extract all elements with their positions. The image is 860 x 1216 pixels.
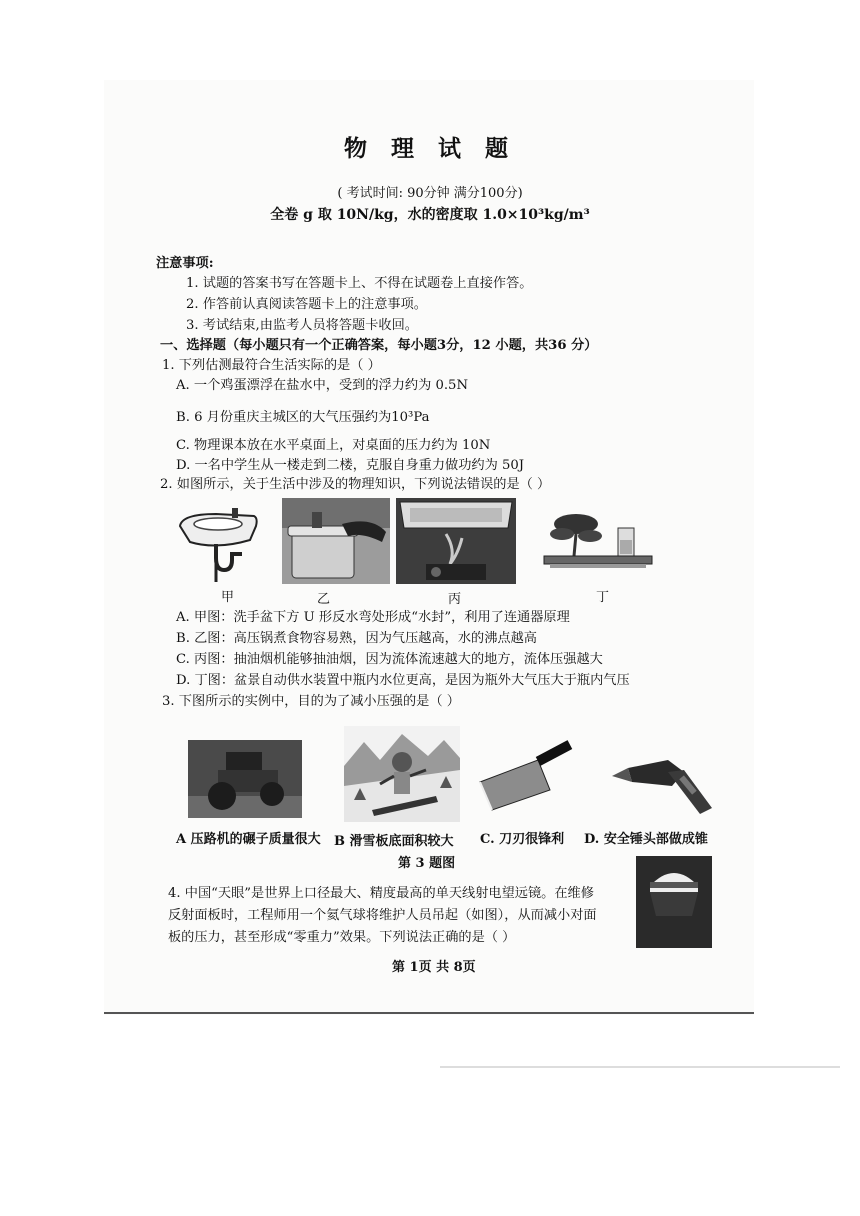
question-1-option-d: D. 一名中学生从一楼走到二楼，克服自身重力做功约为 50J — [176, 458, 525, 473]
note-item: 1. 试题的答案书写在答题卡上、不得在试题卷上直接作答。 — [186, 276, 533, 291]
question-4-line: 板的压力，甚至形成“零重力”效果。下列说法正确的是（ ） — [168, 930, 516, 945]
question-1-option-a: A. 一个鸡蛋漂浮在盐水中，受到的浮力约为 0.5N — [176, 378, 468, 393]
question-3-stem: 3. 下图所示的实例中，目的为了减小压强的是（ ） — [162, 694, 460, 709]
constants-line: 全卷 g 取 10N/kg，水的密度取 1.0×10³kg/m³ — [270, 207, 590, 223]
exam-time-line: ( 考试时间: 90分钟 满分100分) — [337, 186, 523, 201]
note-item: 2. 作答前认真阅读答题卡上的注意事项。 — [186, 297, 427, 312]
pressure-cooker-figure — [282, 498, 390, 584]
figure-label: 甲 — [221, 590, 235, 605]
safety-hammer-figure — [608, 742, 714, 822]
page-bottom-edge — [104, 1012, 754, 1014]
page-footer: 第 1页 共 8页 — [392, 960, 476, 975]
section-heading: 一、选择题（每小题只有一个正确答案，每小题3分，12 小题，共36 分） — [160, 338, 598, 353]
range-hood-figure — [396, 498, 516, 584]
figure-label: 丁 — [596, 590, 610, 605]
question-1-option-b: B. 6 月份重庆主城区的大气压强约为10³Pa — [176, 410, 430, 425]
question-4-line: 4. 中国“天眼”是世界上口径最大、精度最高的单天线射电望远镜。在维修 — [168, 886, 594, 901]
figure-label: 丙 — [448, 592, 462, 607]
question-2-stem: 2. 如图所示，关于生活中涉及的物理知识，下列说法错误的是（ ） — [160, 477, 551, 492]
notes-heading: 注意事项: — [156, 256, 214, 271]
bonsai-figure — [540, 510, 658, 576]
page-title: 物 理 试 题 — [343, 135, 517, 162]
question-4-line: 反射面板时，工程师用一个氦气球将维护人员吊起（如图），从而减小对面 — [168, 908, 597, 923]
question-1-stem: 1. 下列估测最符合生活实际的是（ ） — [162, 358, 381, 373]
question-2-option-b: B. 乙图：高压锅煮食物容易熟，因为气压越高，水的沸点越高 — [176, 631, 537, 646]
figure-caption-a: A 压路机的碾子质量很大 — [176, 832, 321, 847]
figure-number-caption: 第 3 题图 — [398, 856, 456, 871]
question-1-option-c: C. 物理课本放在水平桌面上，对桌面的压力约为 10N — [176, 438, 491, 453]
question-2-option-a: A. 甲图：洗手盆下方 U 形反水弯处形成“水封”，利用了连通器原理 — [176, 610, 570, 625]
road-roller-figure — [188, 740, 302, 818]
figure-caption-b: B 滑雪板底面积较大 — [334, 834, 454, 849]
cleaver-figure — [478, 738, 574, 812]
scan-smudge — [440, 1066, 840, 1068]
question-2-option-c: C. 丙图：抽油烟机能够抽油烟，因为流体流速越大的地方，流体压强越大 — [176, 652, 603, 667]
figure-label: 乙 — [317, 592, 331, 607]
sink-figure — [176, 506, 262, 584]
note-item: 3. 考试结束,由监考人员将答题卡收回。 — [186, 318, 418, 333]
figure-caption-c: C. 刀刃很锋利 — [480, 832, 565, 847]
snowboarder-figure — [344, 726, 460, 822]
fast-telescope-figure — [636, 856, 712, 948]
question-2-option-d: D. 丁图：盆景自动供水装置中瓶内水位更高，是因为瓶外大气压大于瓶内气压 — [176, 673, 630, 688]
figure-caption-d: D. 安全锤头部做成锥 — [584, 832, 708, 847]
